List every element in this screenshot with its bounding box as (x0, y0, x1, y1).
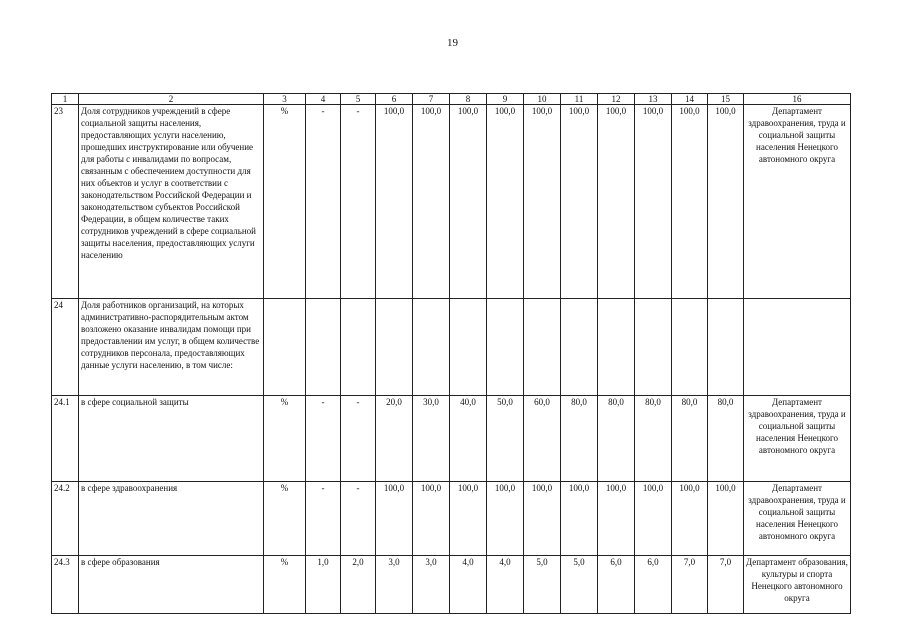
value-cell: 60,0 (524, 396, 561, 482)
value-cell: 100,0 (524, 105, 561, 299)
value-cell: - (341, 105, 376, 299)
value-cell: 3,0 (413, 556, 450, 614)
value-cell: 4,0 (450, 556, 487, 614)
column-header: 14 (672, 94, 708, 105)
value-cell (413, 299, 450, 396)
value-cell (708, 299, 744, 396)
value-cell (524, 299, 561, 396)
value-cell: 5,0 (561, 556, 598, 614)
unit-cell: % (264, 482, 306, 556)
value-cell: 80,0 (672, 396, 708, 482)
value-cell: 100,0 (413, 482, 450, 556)
value-cell: 80,0 (635, 396, 672, 482)
value-cell (561, 299, 598, 396)
value-cell: 100,0 (708, 482, 744, 556)
value-cell: 100,0 (450, 482, 487, 556)
column-header: 10 (524, 94, 561, 105)
value-cell: 4,0 (487, 556, 524, 614)
page-number: 19 (447, 37, 458, 49)
responsible-department (744, 299, 851, 396)
value-cell (341, 299, 376, 396)
indicator-name: в сфере социальной защиты (79, 396, 264, 482)
value-cell (598, 299, 635, 396)
indicator-name: Доля сотрудников учреждений в сфере социальной защиты населения, предоставляющих услуги населению, прошедших инструктирование или обучение для работы с инвалидами по вопросам, связанным с обеспечением доступности для них объектов и услуг в соответствии с законодательством Российской Федерации и законодательством субъектов Российской Федерации, в общем количестве таких сотрудников учреждений в сфере социальной защиты населения, предоставляющих услуги населению (79, 105, 264, 299)
value-cell: 100,0 (487, 105, 524, 299)
indicator-name: в сфере образования (79, 556, 264, 614)
value-cell: 5,0 (524, 556, 561, 614)
value-cell: 7,0 (708, 556, 744, 614)
value-cell: 7,0 (672, 556, 708, 614)
value-cell: 100,0 (598, 482, 635, 556)
value-cell: 1,0 (306, 556, 341, 614)
value-cell: 100,0 (487, 482, 524, 556)
row-number: 24.3 (52, 556, 79, 614)
value-cell: 100,0 (708, 105, 744, 299)
value-cell: 40,0 (450, 396, 487, 482)
responsible-department: Департамент здравоохранения, труда и социальной защиты населения Ненецкого автономного округа (744, 105, 851, 299)
indicator-name: в сфере здравоохранения (79, 482, 264, 556)
value-cell: 6,0 (598, 556, 635, 614)
value-cell: - (341, 396, 376, 482)
value-cell: 100,0 (561, 482, 598, 556)
unit-cell: % (264, 556, 306, 614)
unit-cell: % (264, 396, 306, 482)
table-row (52, 396, 851, 482)
column-header: 12 (598, 94, 635, 105)
value-cell: 100,0 (450, 105, 487, 299)
value-cell (306, 299, 341, 396)
unit-cell (264, 299, 306, 396)
column-header: 4 (306, 94, 341, 105)
value-cell: 20,0 (376, 396, 413, 482)
value-cell (487, 299, 524, 396)
table-body (52, 94, 851, 614)
value-cell: 100,0 (672, 482, 708, 556)
row-number: 23 (52, 105, 79, 299)
column-header: 9 (487, 94, 524, 105)
column-header: 11 (561, 94, 598, 105)
column-header: 7 (413, 94, 450, 105)
row-number: 24.1 (52, 396, 79, 482)
value-cell: - (306, 105, 341, 299)
indicators-table (51, 93, 851, 614)
value-cell: 50,0 (487, 396, 524, 482)
value-cell: - (341, 482, 376, 556)
value-cell: 80,0 (708, 396, 744, 482)
value-cell: 100,0 (413, 105, 450, 299)
value-cell: 100,0 (561, 105, 598, 299)
column-header: 1 (52, 94, 79, 105)
value-cell: 100,0 (598, 105, 635, 299)
value-cell: 100,0 (524, 482, 561, 556)
value-cell: 100,0 (635, 482, 672, 556)
value-cell: 80,0 (561, 396, 598, 482)
column-header: 3 (264, 94, 306, 105)
value-cell: - (306, 396, 341, 482)
responsible-department: Департамент образования, культуры и спорта Ненецкого автономного округа (744, 556, 851, 614)
table-row (52, 105, 851, 299)
value-cell: 3,0 (376, 556, 413, 614)
table-row (52, 299, 851, 396)
value-cell: 100,0 (672, 105, 708, 299)
value-cell (635, 299, 672, 396)
value-cell: - (306, 482, 341, 556)
value-cell (672, 299, 708, 396)
unit-cell: % (264, 105, 306, 299)
column-header: 13 (635, 94, 672, 105)
responsible-department: Департамент здравоохранения, труда и социальной защиты населения Ненецкого автономного округа (744, 396, 851, 482)
responsible-department: Департамент здравоохранения, труда и социальной защиты населения Ненецкого автономного округа (744, 482, 851, 556)
table-row (52, 556, 851, 614)
row-number: 24.2 (52, 482, 79, 556)
column-header: 5 (341, 94, 376, 105)
value-cell: 100,0 (376, 105, 413, 299)
column-header: 16 (744, 94, 851, 105)
value-cell: 100,0 (635, 105, 672, 299)
value-cell: 6,0 (635, 556, 672, 614)
value-cell: 100,0 (376, 482, 413, 556)
column-header: 2 (79, 94, 264, 105)
header-row (52, 94, 851, 105)
value-cell: 80,0 (598, 396, 635, 482)
table-row (52, 482, 851, 556)
column-header: 6 (376, 94, 413, 105)
value-cell (376, 299, 413, 396)
value-cell: 2,0 (341, 556, 376, 614)
column-header: 8 (450, 94, 487, 105)
column-header: 15 (708, 94, 744, 105)
value-cell (450, 299, 487, 396)
value-cell: 30,0 (413, 396, 450, 482)
indicator-name: Доля работников организаций, на которых административно-распорядительным актом возложено оказание инвалидам помощи при предоставлении им услуг, в общем количестве сотрудников персонала, предоставляющих данные услуги населению, в том числе: (79, 299, 264, 396)
row-number: 24 (52, 299, 79, 396)
